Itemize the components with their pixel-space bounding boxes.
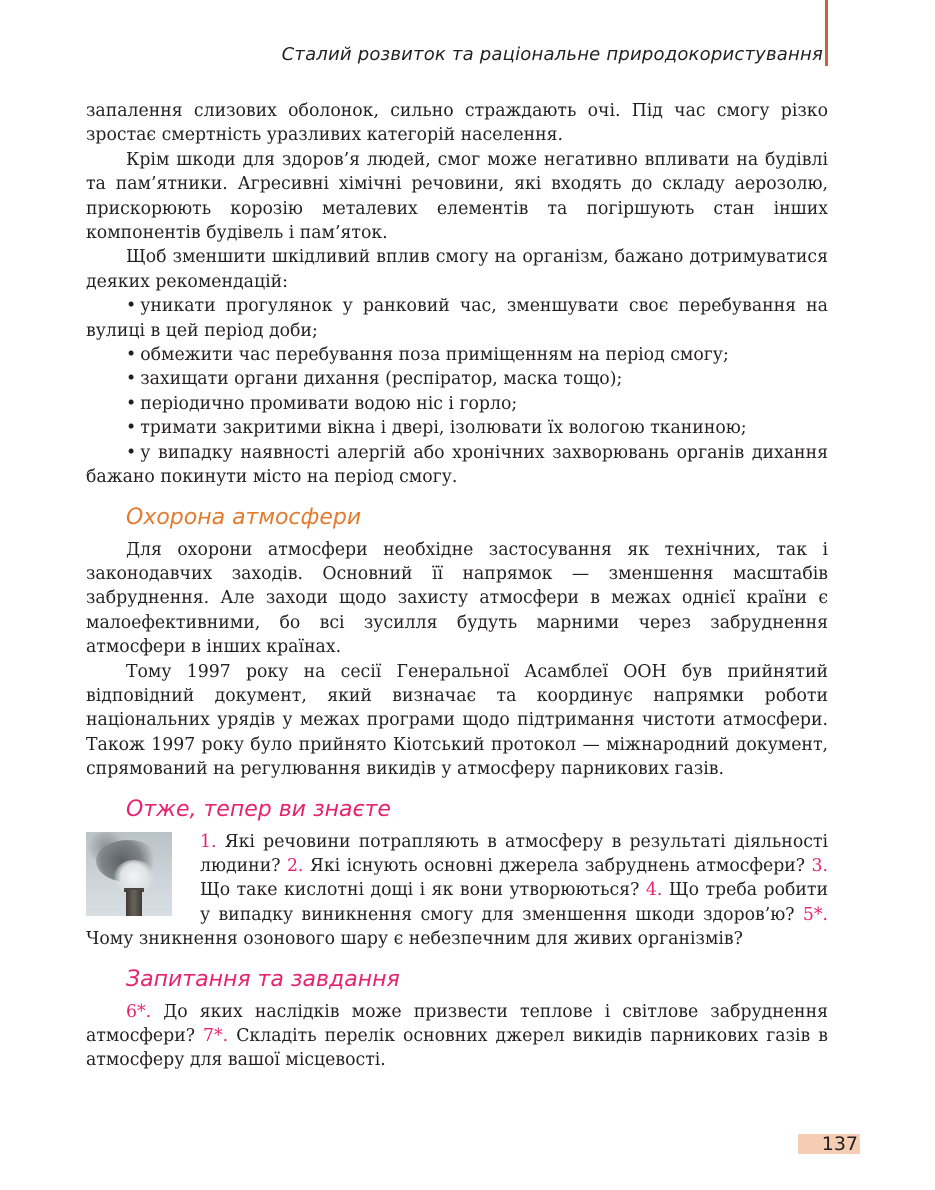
section-heading-protection: Охорона атмосфери [126, 504, 362, 530]
question-text: Складіть перелік основних джерел викидів парникових газів в атмосферу для вашої місцевості. [86, 1026, 829, 1071]
bullet-dot: • [126, 345, 137, 366]
bullet-dot: • [126, 393, 137, 414]
question-number: 7*. [203, 1026, 229, 1046]
bullet-item [86, 441, 828, 490]
bullet-text: уникати прогулянок у ранковий час, зменшувати своє перебування на вулиці в цей період доби; [86, 296, 828, 341]
question-number: 6*. [126, 1001, 152, 1022]
bullet-item [86, 343, 828, 367]
bullet-text: обмежити час перебування поза приміщенням на період смогу; [140, 345, 729, 366]
factory-chimney-image [86, 832, 172, 916]
bullet-item [86, 294, 828, 343]
smokestack-photo [86, 832, 184, 918]
paragraph: Крім шкоди для здоров’я людей, смог може негативно впливати на будівлі та пам’ятники. Агресивні хімічні речовини, які входять до складу аерозолю, прискорюють корозію металевих елементів та погіршують стан інших компонентів будівель і пам’яток. [86, 149, 828, 244]
question-text: До яких наслідків може призвести теплове і світлове забруднення атмосфери? [86, 1001, 828, 1046]
question-text: Чому зникнення озонового шару є небезпечним для живих організмів? [86, 929, 743, 950]
section-heading-summary: Отже, тепер ви знаєте [126, 796, 391, 822]
tasks-paragraph [86, 1000, 828, 1073]
bullet-dot: • [126, 369, 137, 390]
summary-questions [86, 830, 828, 952]
bullet-dot: • [126, 418, 137, 439]
bullet-item [86, 367, 828, 391]
paragraph: Щоб зменшити шкідливий вплив смогу на організм, бажано дотримуватися деяких рекомендацій: [86, 247, 828, 292]
header-rule [825, 0, 828, 66]
question-text: Які речовини потрапляють в атмосферу в результаті діяльності людини? [200, 831, 828, 876]
question-number: 4. [645, 880, 663, 901]
running-header: Сталий розвиток та раціональне природокористування [281, 44, 823, 65]
question-number: 2. [286, 855, 304, 876]
question-text: Які існують основні джерела забруднень атмосфери? [309, 855, 806, 876]
bullet-dot: • [126, 296, 137, 317]
paragraph: запалення слизових оболонок, сильно страждають очі. Під час смогу різко зростає смертність уразливих категорій населення. [86, 101, 828, 146]
paragraph: Для охорони атмосфери необхідне застосування як технічних, так і законодавчих заходів. Основний її напрямок — зменшення масштабів забруднення. Але заходи щодо захисту атмосфери в межах однієї країни є малоефективними, бо всі зусилля будуть марними через забруднення атмосфери в інших країнах. [86, 539, 828, 658]
question-text: Що треба робити у випадку виникнення смогу для зменшення шкоди здоров’ю? [200, 880, 828, 925]
question-text: Що таке кислотні дощі і як вони утворюються? [200, 880, 640, 901]
bullet-text: періодично промивати водою ніс і горло; [140, 393, 518, 414]
bullet-dot: • [126, 442, 137, 463]
summary-block [86, 830, 828, 952]
bullet-text: у випадку наявності алергій або хронічних захворювань органів дихання бажано покинути місто на період смогу. [86, 442, 828, 488]
question-number: 3. [811, 855, 829, 876]
page-content [86, 99, 828, 1073]
question-number: 1. [200, 831, 217, 852]
section-heading-questions: Запитання та завдання [126, 966, 400, 992]
bullet-item [86, 392, 828, 416]
bullet-text: захищати органи дихання (респіратор, маска тощо); [140, 369, 623, 390]
paragraph: Тому 1997 року на сесії Генеральної Асамблеї ООН був прийнятий відповідний документ, який визначає та координує напрямки роботи національних урядів у межах програми щодо підтримання чистоти атмосфери. Також 1997 року було прийнято Кіотський протокол — міжнародний документ, спрямований на регулювання викидів у атмосферу парникових газів. [86, 661, 828, 780]
page-number: 137 [798, 1134, 860, 1154]
bullet-text: тримати закритими вікна і двері, ізолювати їх вологою тканиною; [140, 418, 747, 439]
question-number: 5*. [802, 904, 828, 925]
bullet-item [86, 416, 828, 440]
